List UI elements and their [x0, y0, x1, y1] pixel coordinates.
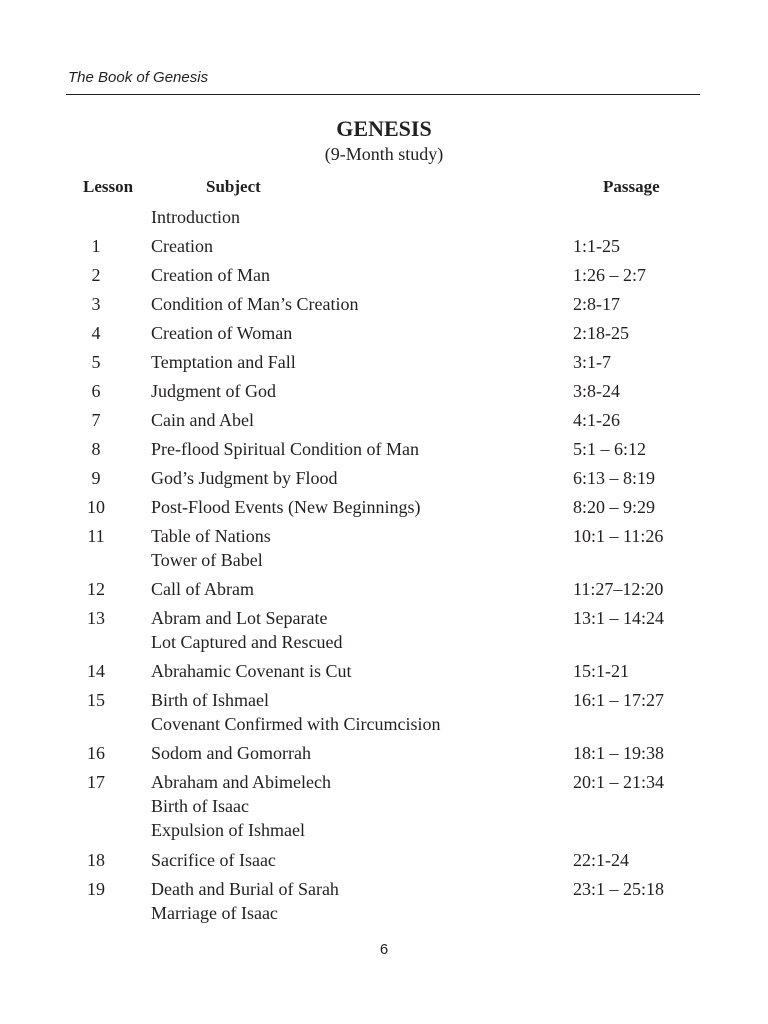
- lesson-number: 5: [91, 352, 101, 372]
- lesson-passage: 15:1-21: [573, 661, 629, 681]
- lesson-subject-line: Sodom and Gomorrah: [151, 743, 311, 763]
- lesson-subject: [151, 495, 551, 519]
- lesson-subject-line: Death and Burial of Sarah: [151, 879, 339, 899]
- lesson-passage: 2:18-25: [573, 323, 629, 343]
- lesson-subject: [151, 877, 551, 925]
- lesson-passage: 3:8-24: [573, 381, 620, 401]
- lesson-subject-line: Abram and Lot Separate: [151, 608, 328, 628]
- lesson-subject: [151, 408, 551, 432]
- lesson-subject: [151, 524, 551, 572]
- lesson-number: 7: [91, 410, 101, 430]
- lesson-subject-line: Abraham and Abimelech: [151, 772, 331, 792]
- column-header-subject: Subject: [206, 177, 261, 196]
- lesson-passage: 8:20 – 9:29: [573, 497, 656, 517]
- lesson-subject-line: Marriage of Isaac: [151, 903, 278, 923]
- lesson-passage: 11:27–12:20: [573, 579, 664, 599]
- lesson-subject-line: Pre-flood Spiritual Condition of Man: [151, 439, 419, 459]
- lesson-passage: 6:13 – 8:19: [573, 468, 656, 488]
- lesson-passage: 16:1 – 17:27: [573, 690, 665, 710]
- lesson-subject: [151, 848, 551, 872]
- lesson-subject-line: Cain and Abel: [151, 410, 254, 430]
- lesson-subject-line: Call of Abram: [151, 579, 254, 599]
- lesson-subject-line: Tower of Babel: [151, 550, 263, 570]
- lesson-subject-line: Post-Flood Events (New Beginnings): [151, 497, 421, 517]
- lesson-subject-line: Condition of Man’s Creation: [151, 294, 359, 314]
- column-header-lesson: Lesson: [83, 177, 134, 196]
- column-header-passage: Passage: [603, 177, 660, 196]
- lesson-subject: [151, 205, 551, 229]
- lesson-subject-line: Lot Captured and Rescued: [151, 632, 343, 652]
- lesson-passage: 23:1 – 25:18: [573, 879, 665, 899]
- lesson-subject-line: Creation: [151, 236, 213, 256]
- lesson-subject-line: Sacrifice of Isaac: [151, 850, 276, 870]
- lesson-number: 9: [91, 468, 101, 488]
- lesson-subject-line: Introduction: [151, 207, 240, 227]
- lesson-subject: [151, 741, 551, 765]
- lesson-subject-line: Covenant Confirmed with Circumcision: [151, 714, 441, 734]
- lesson-number: 1: [91, 236, 101, 256]
- lesson-subject: [151, 437, 551, 461]
- lesson-subject: [151, 577, 551, 601]
- lesson-number: 19: [87, 879, 105, 899]
- page-subtitle: (9-Month study): [324, 144, 444, 164]
- lesson-passage: 3:1-7: [573, 352, 611, 372]
- lesson-subject-line: Table of Nations: [151, 526, 271, 546]
- lesson-subject: [151, 350, 551, 374]
- running-header: The Book of Genesis: [68, 69, 209, 86]
- lesson-number: 2: [91, 265, 101, 285]
- lesson-subject-line: Birth of Ishmael: [151, 690, 269, 710]
- lesson-passage: 1:1-25: [573, 236, 620, 256]
- lesson-number: 13: [87, 608, 105, 628]
- lesson-passage: 10:1 – 11:26: [573, 526, 664, 546]
- lesson-subject-line: God’s Judgment by Flood: [151, 468, 338, 488]
- lesson-subject: [151, 606, 551, 654]
- page-number: 6: [379, 941, 389, 958]
- lesson-subject-line: Expulsion of Ishmael: [151, 820, 305, 840]
- lesson-subject: [151, 466, 551, 490]
- lesson-subject: [151, 292, 551, 316]
- lesson-number: 6: [91, 381, 101, 401]
- lesson-subject-line: Judgment of God: [151, 381, 276, 401]
- lesson-number: 16: [87, 743, 105, 763]
- lesson-subject: [151, 770, 551, 842]
- lesson-subject: [151, 379, 551, 403]
- lesson-subject: [151, 659, 551, 683]
- lesson-passage: 5:1 – 6:12: [573, 439, 647, 459]
- lesson-number: 4: [91, 323, 101, 343]
- lesson-subject-line: Creation of Woman: [151, 323, 293, 343]
- lesson-subject: [151, 688, 551, 736]
- lesson-number: 14: [87, 661, 105, 681]
- lesson-subject: [151, 321, 551, 345]
- lesson-subject-line: Birth of Isaac: [151, 796, 249, 816]
- lesson-number: 11: [87, 526, 105, 546]
- lesson-passage: 1:26 – 2:7: [573, 265, 647, 285]
- lesson-passage: 20:1 – 21:34: [573, 772, 665, 792]
- lesson-number: 10: [87, 497, 105, 517]
- page-title: GENESIS: [336, 116, 432, 141]
- lesson-subject: [151, 234, 551, 258]
- lesson-passage: 2:8-17: [573, 294, 620, 314]
- lesson-number: 15: [87, 690, 105, 710]
- lesson-passage: 18:1 – 19:38: [573, 743, 665, 763]
- lesson-subject-line: Creation of Man: [151, 265, 270, 285]
- lesson-subject-line: Temptation and Fall: [151, 352, 296, 372]
- lesson-passage: 22:1-24: [573, 850, 629, 870]
- lesson-number: 12: [87, 579, 105, 599]
- lesson-number: 18: [87, 850, 105, 870]
- lesson-number: 8: [91, 439, 101, 459]
- lesson-subject-line: Abrahamic Covenant is Cut: [151, 661, 352, 681]
- lesson-passage: 4:1-26: [573, 410, 620, 430]
- lesson-number: 17: [87, 772, 105, 792]
- lesson-number: 3: [91, 294, 101, 314]
- lesson-subject: [151, 263, 551, 287]
- lesson-passage: 13:1 – 14:24: [573, 608, 665, 628]
